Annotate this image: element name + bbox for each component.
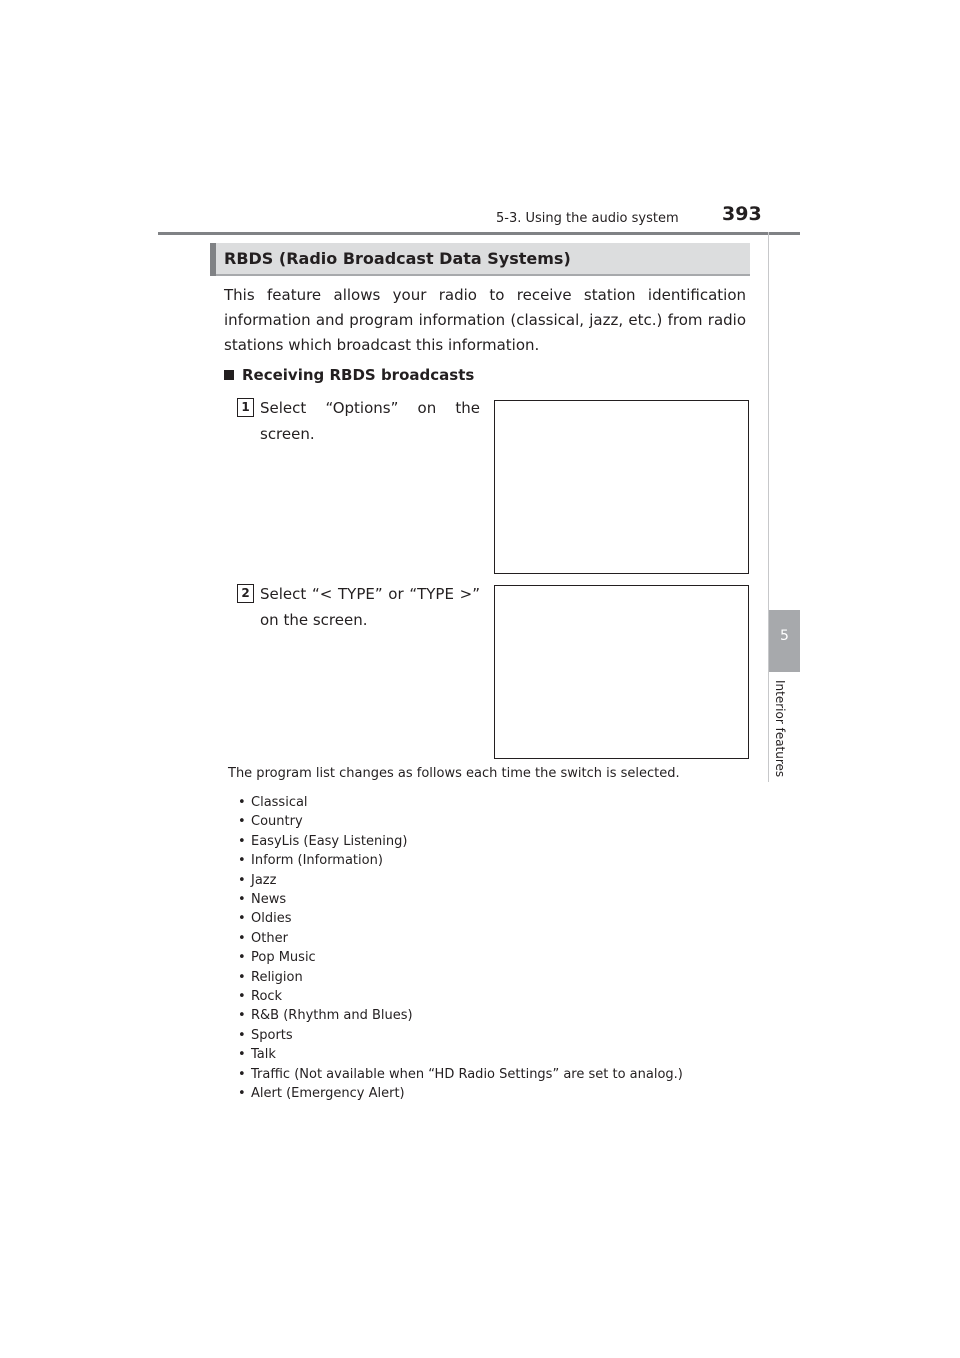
list-item: • Country bbox=[238, 812, 683, 831]
list-item: • R&B (Rhythm and Blues) bbox=[238, 1006, 683, 1025]
square-bullet-icon bbox=[224, 370, 234, 380]
chapter-number: 5 bbox=[780, 628, 789, 644]
program-list-note: The program list changes as follows each time the switch is selected. bbox=[228, 766, 680, 781]
step-number-1: 1 bbox=[237, 398, 254, 417]
section-title: RBDS (Radio Broadcast Data Systems) bbox=[224, 249, 571, 268]
page-number: 393 bbox=[722, 203, 762, 225]
program-type-list bbox=[238, 793, 683, 1104]
subsection-title: Receiving RBDS broadcasts bbox=[242, 366, 475, 384]
list-item: • Other bbox=[238, 929, 683, 948]
step-text-1: Select “Options” on the screen. bbox=[260, 399, 480, 443]
step-1-screen-image bbox=[494, 400, 749, 574]
header-rule bbox=[158, 232, 800, 235]
list-item: • Inform (Information) bbox=[238, 851, 683, 870]
list-item: • Jazz bbox=[238, 871, 683, 890]
list-item: • EasyLis (Easy Listening) bbox=[238, 832, 683, 851]
list-item: • Rock bbox=[238, 987, 683, 1006]
side-divider bbox=[768, 232, 769, 782]
list-item: • Classical bbox=[238, 793, 683, 812]
running-header-section: 5-3. Using the audio system bbox=[496, 211, 679, 226]
list-item: • Traffic (Not available when “HD Radio Settings” are set to analog.) bbox=[238, 1065, 683, 1084]
step-number-2: 2 bbox=[237, 584, 254, 603]
list-item: • Religion bbox=[238, 968, 683, 987]
list-item: • News bbox=[238, 890, 683, 909]
step-text-2: Select “< TYPE” or “TYPE >” on the screen. bbox=[260, 585, 480, 629]
section-heading-accent bbox=[210, 243, 216, 276]
list-item: • Sports bbox=[238, 1026, 683, 1045]
list-item: • Oldies bbox=[238, 909, 683, 928]
list-item: • Talk bbox=[238, 1045, 683, 1064]
step-2-screen-image bbox=[494, 585, 749, 759]
subsection-heading bbox=[224, 366, 474, 384]
list-item: • Pop Music bbox=[238, 948, 683, 967]
chapter-title: Interior features bbox=[773, 680, 787, 778]
section-intro: This feature allows your radio to receive station identification information and program information (classical, jazz, etc.) from radio stations which broadcast this information. bbox=[224, 286, 746, 354]
list-item: • Alert (Emergency Alert) bbox=[238, 1084, 683, 1103]
